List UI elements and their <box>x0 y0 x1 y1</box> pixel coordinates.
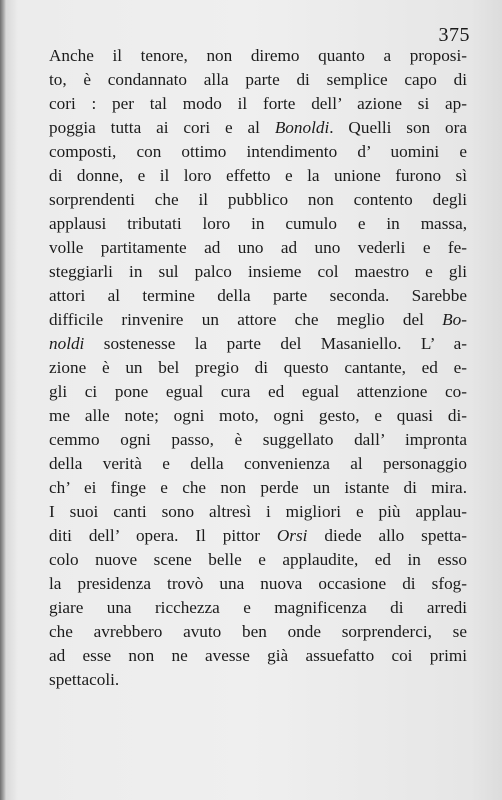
text-segment: la presidenza trovò una nuova occasione di sfog- <box>49 574 467 593</box>
text-line <box>49 548 467 572</box>
text-segment: volle partitamente ad uno ad uno vederli e fe- <box>49 238 467 257</box>
text-segment: gli ci pone egual cura ed egual attenzione co- <box>49 382 467 401</box>
text-line <box>49 68 467 92</box>
text-line <box>49 356 467 380</box>
text-line <box>49 596 467 620</box>
text-line <box>49 404 467 428</box>
text-line <box>49 428 467 452</box>
text-segment: zione è un bel pregio di questo cantante, ed e- <box>49 358 467 377</box>
text-segment: che avrebbero avuto ben onde sorprenderci, se <box>49 622 467 641</box>
text-segment: giare una ricchezza e magnificenza di arredi <box>49 598 467 617</box>
text-segment: . Quelli son ora <box>329 118 467 137</box>
text-segment: ad esse non ne avesse già assuefatto coi primi <box>49 646 467 665</box>
text-line <box>49 188 467 212</box>
text-line <box>49 620 467 644</box>
text-segment: diti dell’ opera. Il pittor <box>49 526 277 545</box>
text-segment: colo nuove scene belle e applaudite, ed in esso <box>49 550 467 569</box>
italic-name: Orsi <box>276 526 308 545</box>
italic-name: Bonoldi <box>274 118 330 137</box>
text-segment: applausi tributati loro in cumulo e in massa, <box>49 214 467 233</box>
text-line <box>49 380 467 404</box>
text-segment: poggia tutta ai cori e al <box>49 118 275 137</box>
text-segment: I suoi canti sono altresì i migliori e più applau- <box>49 502 467 521</box>
text-segment: ch’ ei finge e che non perde un istante di mira. <box>49 478 467 497</box>
text-segment: della verità e della convenienza al personaggio <box>49 454 467 473</box>
text-segment: steggiarli in sul palco insieme col maestro e gli <box>49 262 467 281</box>
text-segment: di donne, e il loro effetto e la unione furono sì <box>49 166 467 185</box>
text-segment: sostenesse la parte del Masaniello. L’ a- <box>84 334 467 353</box>
page-number: 375 <box>438 24 470 46</box>
text-segment: to, è condannato alla parte di semplice capo di <box>49 70 467 89</box>
text-line <box>49 572 467 596</box>
text-line <box>49 644 467 668</box>
text-segment: attori al termine della parte seconda. Sarebbe <box>49 286 467 305</box>
text-segment: sorprendenti che il pubblico non contento degli <box>49 190 467 209</box>
text-line <box>49 284 467 308</box>
text-line <box>49 236 467 260</box>
text-line <box>49 524 467 548</box>
italic-name: noldi <box>49 334 85 353</box>
text-line <box>49 212 467 236</box>
text-line <box>49 332 467 356</box>
text-line <box>49 140 467 164</box>
text-line <box>49 452 467 476</box>
text-line <box>49 500 467 524</box>
text-line <box>49 308 467 332</box>
text-segment: cori : per tal modo il forte dell’ azione si ap- <box>49 94 467 113</box>
italic-name: Bo- <box>442 310 467 329</box>
text-line <box>49 44 467 68</box>
text-segment: me alle note; ogni moto, ogni gesto, e quasi di- <box>49 406 467 425</box>
text-segment: composti, con ottimo intendimento d’ uomini e <box>49 142 467 161</box>
text-line <box>49 164 467 188</box>
text-segment: spettacoli. <box>49 670 120 689</box>
text-line <box>49 92 467 116</box>
text-segment: diede allo spetta- <box>307 526 467 545</box>
page-binding-edge <box>0 0 6 800</box>
text-line <box>49 116 467 140</box>
body-text <box>49 44 467 692</box>
text-segment: cemmo ogni passo, è suggellato dall’ impronta <box>49 430 467 449</box>
text-line <box>49 476 467 500</box>
text-segment: Anche il tenore, non diremo quanto a proposi- <box>49 46 467 65</box>
text-line <box>49 260 467 284</box>
text-line <box>49 668 467 692</box>
text-segment: difficile rinvenire un attore che meglio del <box>49 310 443 329</box>
